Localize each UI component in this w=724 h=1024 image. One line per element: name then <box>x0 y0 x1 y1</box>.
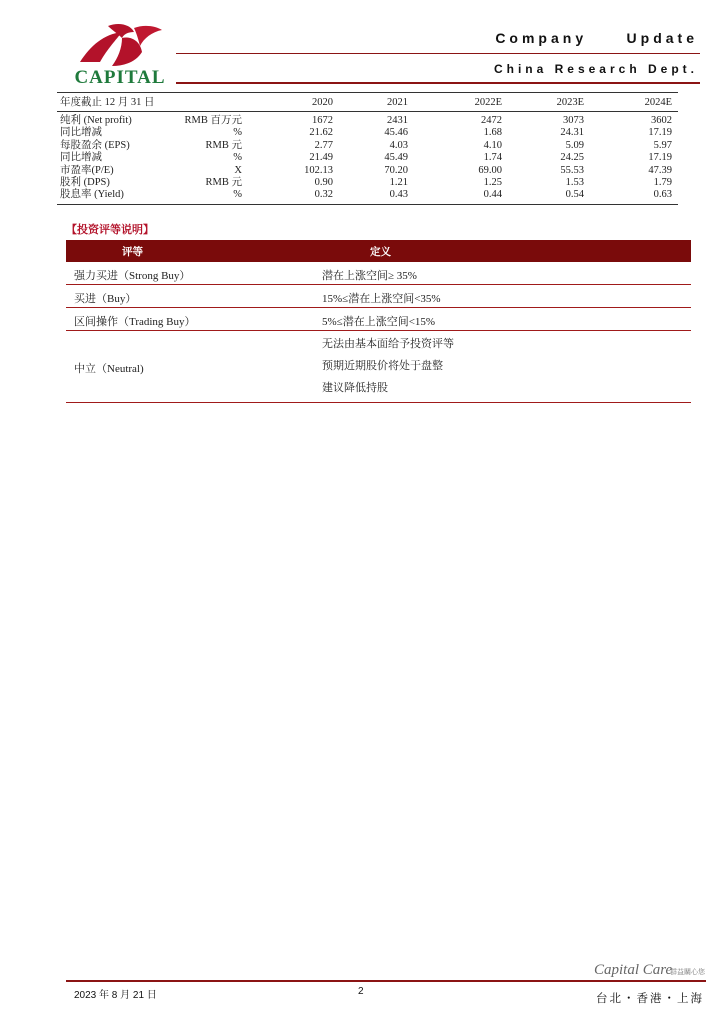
department-name: China Research Dept. <box>493 62 698 76</box>
bird-emblem-icon <box>78 22 162 68</box>
header-divider <box>176 82 700 84</box>
table-body <box>57 115 678 202</box>
rating-table-body <box>66 262 691 403</box>
table-row <box>57 115 678 127</box>
table-cell: 3602 <box>651 115 672 126</box>
row-label: 股利 (DPS) <box>60 176 110 188</box>
row-unit: RMB 元 <box>205 176 242 188</box>
table-cell: 17.19 <box>648 127 672 139</box>
table-row <box>57 189 678 201</box>
table-cell: 47.39 <box>648 164 672 176</box>
row-label: 纯利 (Net profit) <box>60 115 132 126</box>
capital-care-logo: Capital Care <box>594 962 673 978</box>
table-cell: 21.49 <box>309 152 333 164</box>
table-cell: 24.25 <box>560 152 584 164</box>
page-number: 2 <box>358 986 364 997</box>
rating-name: 区间操作（Trading Buy） <box>74 315 196 328</box>
rating-table-header <box>66 240 691 262</box>
table-cell: 24.31 <box>560 127 584 139</box>
year-header: 2020 <box>312 97 333 108</box>
financial-summary-table <box>57 92 678 205</box>
logo-text: CAPITAL <box>74 67 166 88</box>
table-row <box>57 127 678 139</box>
rating-row <box>66 331 691 403</box>
table-cell: 1.53 <box>565 176 584 188</box>
table-cell: 0.32 <box>314 189 333 201</box>
table-cell: 0.63 <box>653 189 672 201</box>
table-cell: 5.09 <box>565 139 584 151</box>
table-bottom-rule <box>57 204 678 205</box>
table-cell: 1672 <box>312 115 333 126</box>
row-unit: RMB 百万元 <box>184 115 242 126</box>
rating-name: 中立（Neutral) <box>74 363 144 375</box>
row-label: 市盈率(P/E) <box>60 164 114 176</box>
table-cell: 0.54 <box>565 189 584 201</box>
table-header-row <box>57 92 678 112</box>
table-cell: 0.43 <box>389 189 408 201</box>
table-cell: 70.20 <box>384 164 408 176</box>
table-cell: 0.44 <box>483 189 502 201</box>
table-cell: 45.49 <box>384 152 408 164</box>
capital-care-cn: 群益關心您 <box>670 968 705 976</box>
rating-section-title: 【投资评等说明】 <box>66 223 154 236</box>
rating-definition: 建议降低持股 <box>322 382 388 394</box>
year-header: 2022E <box>474 97 502 108</box>
table-row <box>57 165 678 177</box>
table-cell: 4.03 <box>389 139 408 151</box>
table-cell: 1.68 <box>483 127 502 139</box>
row-unit: % <box>233 152 242 164</box>
table-cell: 102.13 <box>304 164 333 176</box>
row-unit: X <box>234 164 242 176</box>
report-type: Company Update <box>495 30 698 46</box>
year-header: 2023E <box>556 97 584 108</box>
table-cell: 2431 <box>387 115 408 126</box>
table-cell: 17.19 <box>648 152 672 164</box>
table-row <box>57 140 678 152</box>
report-date: 2023 年 8 月 21 日 <box>74 990 157 1001</box>
rating-definition: 15%≤潜在上涨空间<35% <box>322 292 441 305</box>
row-unit: RMB 元 <box>205 139 242 151</box>
table-cell: 2472 <box>481 115 502 126</box>
footer-divider <box>66 980 706 982</box>
table-cell: 4.10 <box>483 139 502 151</box>
definition-column-header: 定义 <box>370 246 391 258</box>
rating-definition: 5%≤潜在上涨空间<15% <box>322 315 436 328</box>
rating-definition-table <box>66 240 691 403</box>
row-label: 股息率 (Yield) <box>60 189 124 201</box>
row-label: 同比增减 <box>60 127 102 139</box>
row-unit: % <box>233 127 242 139</box>
table-cell: 55.53 <box>560 164 584 176</box>
office-cities: 台北・香港・上海 <box>596 991 704 1005</box>
table-cell: 1.79 <box>653 176 672 188</box>
rating-name: 强力买进（Strong Buy） <box>74 269 191 282</box>
year-header: 2021 <box>387 97 408 108</box>
rating-row <box>66 285 691 308</box>
row-unit: % <box>233 189 242 201</box>
table-cell: 1.25 <box>483 176 502 188</box>
capital-logo <box>64 22 176 86</box>
table-row <box>57 152 678 164</box>
table-cell: 1.21 <box>389 176 408 188</box>
fiscal-year-label: 年度截止 12 月 31 日 <box>60 97 155 108</box>
rating-definition: 预期近期股价将处于盘整 <box>322 360 443 372</box>
rating-row <box>66 262 691 285</box>
row-label: 同比增减 <box>60 152 102 164</box>
table-row <box>57 177 678 189</box>
table-cell: 2.77 <box>314 139 333 151</box>
rating-row <box>66 308 691 331</box>
table-cell: 3073 <box>563 115 584 126</box>
table-cell: 45.46 <box>384 127 408 139</box>
rating-definition: 潜在上涨空间≥ 35% <box>322 269 417 282</box>
row-label: 每股盈余 (EPS) <box>60 139 130 151</box>
year-header: 2024E <box>644 97 672 108</box>
table-cell: 1.74 <box>483 152 502 164</box>
table-cell: 21.62 <box>309 127 333 139</box>
table-cell: 0.90 <box>314 176 333 188</box>
rating-definition: 无法由基本面给予投资评等 <box>322 338 454 350</box>
rating-column-header: 评等 <box>122 246 143 258</box>
rating-name: 买进（Buy） <box>74 292 137 305</box>
header-divider-top <box>176 53 700 54</box>
table-cell: 69.00 <box>478 164 502 176</box>
table-cell: 5.97 <box>653 139 672 151</box>
